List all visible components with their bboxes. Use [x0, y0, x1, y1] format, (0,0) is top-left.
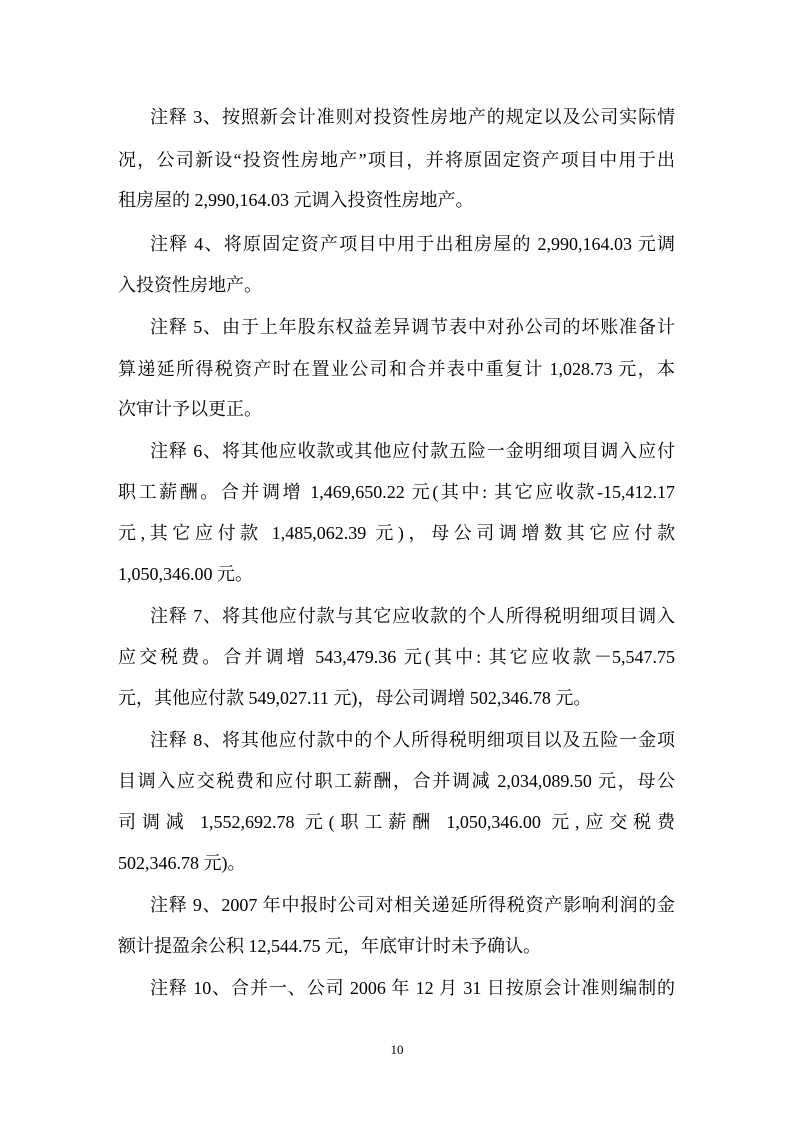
text-line: 注释 10、合并一、公司 2006 年 12 月 31 日按原会计准则编制的 — [150, 978, 675, 998]
text-line: 注释 3、按照新会计准则对投资性房地产的规定以及公司实际情 — [150, 107, 675, 127]
text-line: 注释 8、将其他应付款中的个人所得税明细项目以及五险一金项 — [150, 730, 675, 750]
text-line: 注释 5、由于上年股东权益差异调节表中对孙公司的坏账准备计 — [150, 317, 675, 337]
text-line: 502,346.78 元)。 — [118, 853, 246, 873]
text-line: 元,其它应付款 1,485,062.39 元)，母公司调增数其它应付款 — [118, 523, 675, 543]
text-line: 注释 9、2007 年中报时公司对相关递延所得税资产影响利润的金 — [150, 895, 675, 915]
text-line: 次审计予以更正。 — [118, 399, 262, 419]
text-line: 应交税费。合并调增 543,479.36 元(其中: 其它应收款－5,547.75 — [118, 647, 675, 667]
text-line: 注释 4、将原固定资产项目中用于出租房屋的 2,990,164.03 元调 — [150, 234, 675, 254]
text-line: 1,050,346.00 元。 — [118, 564, 253, 584]
text-line: 目调入应交税费和应付职工薪酬，合并调减 2,034,089.50 元，母公 — [118, 771, 675, 791]
text-line: 司调减 1,552,692.78 元(职工薪酬 1,050,346.00 元,应交税费 — [118, 812, 675, 832]
text-line: 注释 7、将其他应付款与其它应收款的个人所得税明细项目调入 — [150, 606, 675, 626]
text-line: 注释 6、将其他应收款或其他应付款五险一金明细项目调入应付 — [150, 441, 675, 461]
page-number: 10 — [390, 1042, 404, 1057]
text-line: 租房屋的 2,990,164.03 元调入投资性房地产。 — [118, 190, 474, 210]
text-line: 元，其他应付款 549,027.11 元)，母公司调增 502,346.78 元。 — [118, 688, 592, 708]
text-line: 职工薪酬。合并调增 1,469,650.22 元(其中: 其它应收款-15,412.17 — [118, 482, 675, 502]
text-line: 况，公司新设“投资性房地产”项目，并将原固定资产项目中用于出 — [118, 150, 675, 170]
text-line: 入投资性房地产。 — [118, 275, 262, 295]
text-line: 额计提盈余公积 12,544.75 元，年底审计时未予确认。 — [118, 936, 541, 956]
text-line: 算递延所得税资产时在置业公司和合并表中重复计 1,028.73 元，本 — [118, 359, 675, 379]
